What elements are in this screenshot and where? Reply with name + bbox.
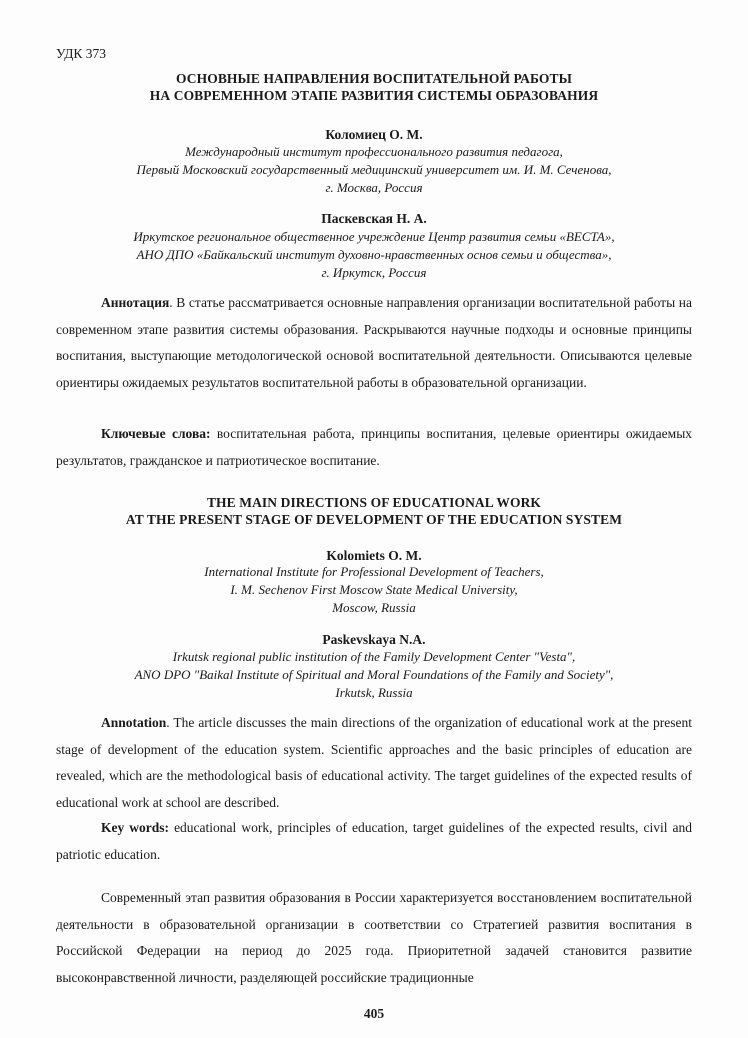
affiliation-line: International Institute for Professional Development of Teachers, xyxy=(204,564,544,579)
affiliation-line: I. M. Sechenov First Moscow State Medical University, xyxy=(230,582,518,597)
en-abstract xyxy=(56,710,692,816)
en-author-1-name: Kolomiets O. M. xyxy=(326,548,422,563)
en-title xyxy=(56,494,692,528)
affiliation-line: Международный институт профессионального развития педагога, xyxy=(185,144,563,159)
ru-title xyxy=(56,70,692,104)
ru-title-line: НА СОВРЕМЕННОМ ЭТАПЕ РАЗВИТИЯ СИСТЕМЫ ОБРАЗОВАНИЯ xyxy=(149,88,599,103)
en-author-1-affiliation xyxy=(56,563,692,617)
en-title-line: AT THE PRESENT STAGE OF DEVELOPMENT OF THE EDUCATION SYSTEM xyxy=(125,512,623,527)
ru-keywords-text: воспитательная работа, принципы воспитания, целевые ориентиры ожидаемых результатов, гражданское и патриотическое воспитание. xyxy=(56,426,693,468)
ru-abstract xyxy=(56,290,692,396)
affiliation-line: г. Иркутск, Россия xyxy=(321,265,427,280)
affiliation-line: Irkutsk regional public institution of the Family Development Center "Vesta", xyxy=(172,649,576,664)
affiliation-line: ANO DPO "Baikal Institute of Spiritual and Moral Foundations of the Family and Society", xyxy=(134,667,614,682)
en-keywords xyxy=(56,815,692,868)
en-author-2-affiliation xyxy=(56,648,692,702)
affiliation-line: Первый Московский государственный медицинский университет им. И. М. Сеченова, xyxy=(136,162,612,177)
affiliation-line: Irkutsk, Russia xyxy=(335,685,413,700)
en-keywords-label: Key words: xyxy=(101,820,170,835)
en-author-2-name: Paskevskaya N.A. xyxy=(322,632,426,647)
ru-title-line: ОСНОВНЫЕ НАПРАВЛЕНИЯ ВОСПИТАТЕЛЬНОЙ РАБОТЫ xyxy=(176,71,572,86)
ru-abstract-label: Аннотация xyxy=(101,295,170,310)
en-abstract-text: . The article discusses the main directions of the organization of educational work at the present stage of development of the education system. Scientific approaches and the basic principles of education are revealed, which are the methodological basis of educational activity. The target guidelines of the expected results of educational work at school are described. xyxy=(56,715,692,810)
en-abstract-label: Annotation xyxy=(101,715,167,730)
udk-code: УДК 373 xyxy=(56,46,107,61)
ru-keywords xyxy=(56,421,692,474)
ru-author-1-name: Коломиец О. М. xyxy=(325,127,423,142)
body-paragraph: Современный этап развития образования в России характеризуется восстановлением воспитательной деятельности в образовательной организации в соответствии со Стратегией развития воспитания в Российской Федерации на период до 2025 года. Приоритетной задачей становится развитие высоконравственной личности, разделяющей российские традиционные xyxy=(56,890,692,985)
affiliation-line: АНО ДПО «Байкальский институт духовно-нравственных основ семьи и общества», xyxy=(136,247,612,262)
affiliation-line: г. Москва, Россия xyxy=(325,180,423,195)
affiliation-line: Иркутское региональное общественное учреждение Центр развития семьи «ВЕСТА», xyxy=(133,229,615,244)
ru-author-2-name: Паскевская Н. А. xyxy=(321,211,427,226)
ru-abstract-text: . В статье рассматривается основные направления организации воспитательной работы на современном этапе развития системы образования. Раскрываются научные подходы и основные принципы воспитания, выступающие методологической основой воспитательной деятельности. Описываются целевые ориентиры ожидаемых результатов воспитательной работы в образовательной организации. xyxy=(56,295,692,390)
affiliation-line: Moscow, Russia xyxy=(332,600,416,615)
en-title-line: THE MAIN DIRECTIONS OF EDUCATIONAL WORK xyxy=(206,495,542,510)
ru-author-2-affiliation xyxy=(56,228,692,282)
ru-keywords-label: Ключевые слова: xyxy=(101,426,211,441)
page-number: 405 xyxy=(363,1006,385,1021)
ru-author-1-affiliation xyxy=(56,143,692,197)
en-keywords-text: educational work, principles of education, target guidelines of the expected results, civil and patriotic education. xyxy=(56,820,692,862)
